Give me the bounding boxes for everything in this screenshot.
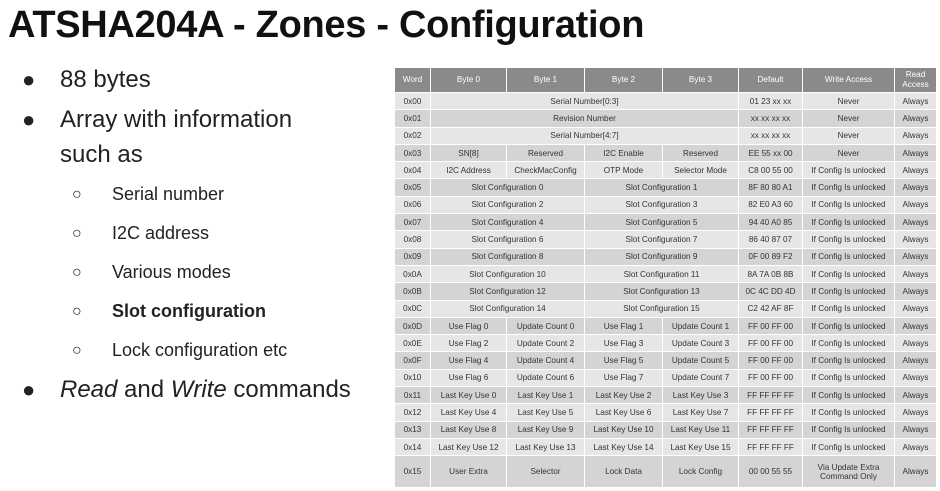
default-cell: 0F 00 89 F2 [739, 248, 803, 265]
byte-cell: Serial Number[4:7] [431, 127, 739, 144]
byte-cell: Use Flag 3 [585, 335, 663, 352]
word-cell: 0x06 [395, 196, 431, 213]
byte-cell: Slot Configuration 7 [585, 231, 739, 248]
write-access-cell: Never [803, 144, 895, 161]
default-cell: C2 42 AF 8F [739, 300, 803, 317]
word-cell: 0x05 [395, 179, 431, 196]
byte-cell: Use Flag 2 [431, 335, 507, 352]
column-header: Read Access [895, 68, 937, 93]
column-header: Byte 3 [663, 68, 739, 93]
table-body [395, 93, 937, 488]
bullet-text-line1: Array with information [60, 106, 293, 133]
table-row [395, 248, 937, 265]
word-cell: 0x0D [395, 317, 431, 334]
byte-cell: Selector Mode [663, 162, 739, 179]
default-cell: 8A 7A 0B 8B [739, 265, 803, 282]
table-row [395, 335, 937, 352]
byte-cell: Slot Configuration 8 [431, 248, 585, 265]
default-cell: C8 00 55 00 [739, 162, 803, 179]
read-access-cell: Always [895, 438, 937, 455]
table-row [395, 110, 937, 127]
byte-cell: Slot Configuration 10 [431, 265, 585, 282]
read-access-cell: Always [895, 456, 937, 488]
word-cell: 0x15 [395, 456, 431, 488]
word-cell: 0x11 [395, 387, 431, 404]
slide-title: ATSHA204A - Zones - Configuration [8, 4, 645, 46]
column-header: Byte 0 [431, 68, 507, 93]
table-row [395, 214, 937, 231]
byte-cell: User Extra [431, 456, 507, 488]
write-access-cell: If Config Is unlocked [803, 248, 895, 265]
word-cell: 0x14 [395, 438, 431, 455]
table-row [395, 283, 937, 300]
byte-cell: Reserved [507, 144, 585, 161]
byte-cell: Slot Configuration 11 [585, 265, 739, 282]
byte-cell: SN[8] [431, 144, 507, 161]
byte-cell: Last Key Use 14 [585, 438, 663, 455]
sub-bullet-slot [22, 292, 382, 331]
byte-cell: Last Key Use 15 [663, 438, 739, 455]
byte-cell: Slot Configuration 5 [585, 214, 739, 231]
read-access-cell: Always [895, 110, 937, 127]
byte-cell: Use Flag 0 [431, 317, 507, 334]
read-access-cell: Always [895, 179, 937, 196]
column-header: Word [395, 68, 431, 93]
byte-cell: Slot Configuration 2 [431, 196, 585, 213]
default-cell: FF FF FF FF [739, 421, 803, 438]
read-access-cell: Always [895, 265, 937, 282]
column-header: Write Access [803, 68, 895, 93]
bullet-dot-icon: ● [22, 67, 36, 92]
table-row [395, 300, 937, 317]
write-access-cell: Via Update Extra Command Only [803, 456, 895, 488]
sub-bullet-i2c [22, 214, 382, 253]
circle-bullet-icon: ○ [72, 303, 82, 320]
commands-word: commands [226, 376, 351, 403]
word-cell: 0x10 [395, 369, 431, 386]
table-row [395, 196, 937, 213]
circle-bullet-icon: ○ [72, 186, 82, 203]
word-cell: 0x0E [395, 335, 431, 352]
byte-cell: Slot Configuration 4 [431, 214, 585, 231]
byte-cell: Last Key Use 3 [663, 387, 739, 404]
read-access-cell: Always [895, 196, 937, 213]
byte-cell: Last Key Use 0 [431, 387, 507, 404]
byte-cell: Slot Configuration 9 [585, 248, 739, 265]
byte-cell: Use Flag 1 [585, 317, 663, 334]
byte-cell: Last Key Use 6 [585, 404, 663, 421]
bullet-commands [22, 372, 382, 407]
table-row [395, 369, 937, 386]
byte-cell: Slot Configuration 6 [431, 231, 585, 248]
byte-cell: Slot Configuration 15 [585, 300, 739, 317]
byte-cell: Last Key Use 13 [507, 438, 585, 455]
word-cell: 0x09 [395, 248, 431, 265]
bullet-text: 88 bytes [60, 66, 151, 93]
write-access-cell: If Config Is unlocked [803, 265, 895, 282]
byte-cell: Revision Number [431, 110, 739, 127]
column-header: Byte 2 [585, 68, 663, 93]
sub-bullet-list [22, 175, 382, 370]
word-cell: 0x08 [395, 231, 431, 248]
bullet-array [22, 102, 382, 172]
table-row [395, 438, 937, 455]
write-access-cell: If Config Is unlocked [803, 162, 895, 179]
write-access-cell: Never [803, 110, 895, 127]
byte-cell: Last Key Use 2 [585, 387, 663, 404]
word-cell: 0x13 [395, 421, 431, 438]
write-access-cell: If Config Is unlocked [803, 421, 895, 438]
write-access-cell: If Config Is unlocked [803, 179, 895, 196]
byte-cell: Use Flag 7 [585, 369, 663, 386]
bullet-dot-icon: ● [22, 107, 36, 132]
byte-cell: Update Count 4 [507, 352, 585, 369]
byte-cell: Slot Configuration 0 [431, 179, 585, 196]
read-access-cell: Always [895, 283, 937, 300]
byte-cell: Last Key Use 1 [507, 387, 585, 404]
byte-cell: Update Count 1 [663, 317, 739, 334]
default-cell: FF FF FF FF [739, 387, 803, 404]
word-cell: 0x01 [395, 110, 431, 127]
byte-cell: Slot Configuration 14 [431, 300, 585, 317]
byte-cell: Last Key Use 10 [585, 421, 663, 438]
sub-bullet-text: Slot configuration [112, 301, 266, 321]
default-cell: FF 00 FF 00 [739, 335, 803, 352]
byte-cell: Update Count 0 [507, 317, 585, 334]
read-access-cell: Always [895, 231, 937, 248]
circle-bullet-icon: ○ [72, 342, 82, 359]
bullet-dot-icon: ● [22, 377, 36, 402]
byte-cell: Serial Number[0:3] [431, 93, 739, 110]
table-row [395, 127, 937, 144]
table-row [395, 179, 937, 196]
byte-cell: Update Count 7 [663, 369, 739, 386]
circle-bullet-icon: ○ [72, 264, 82, 281]
table-row [395, 352, 937, 369]
write-access-cell: If Config Is unlocked [803, 369, 895, 386]
word-cell: 0x0F [395, 352, 431, 369]
table-row [395, 231, 937, 248]
word-cell: 0x02 [395, 127, 431, 144]
default-cell: 00 00 55 55 [739, 456, 803, 488]
sub-bullet-serial [22, 175, 382, 214]
byte-cell: Slot Configuration 1 [585, 179, 739, 196]
read-access-cell: Always [895, 404, 937, 421]
write-access-cell: If Config Is unlocked [803, 300, 895, 317]
byte-cell: Selector [507, 456, 585, 488]
write-access-cell: If Config Is unlocked [803, 231, 895, 248]
table-row [395, 421, 937, 438]
write-access-cell: If Config Is unlocked [803, 196, 895, 213]
read-access-cell: Always [895, 214, 937, 231]
byte-cell: Slot Configuration 3 [585, 196, 739, 213]
read-access-cell: Always [895, 421, 937, 438]
read-access-cell: Always [895, 93, 937, 110]
read-access-cell: Always [895, 127, 937, 144]
byte-cell: Update Count 3 [663, 335, 739, 352]
column-header: Byte 1 [507, 68, 585, 93]
byte-cell: Slot Configuration 13 [585, 283, 739, 300]
read-word: Read [60, 376, 118, 403]
write-access-cell: If Config Is unlocked [803, 317, 895, 334]
read-access-cell: Always [895, 300, 937, 317]
default-cell: 8F 80 80 A1 [739, 179, 803, 196]
read-access-cell: Always [895, 335, 937, 352]
byte-cell: Last Key Use 12 [431, 438, 507, 455]
sub-bullet-modes [22, 253, 382, 292]
byte-cell: Last Key Use 5 [507, 404, 585, 421]
read-access-cell: Always [895, 317, 937, 334]
default-cell: 01 23 xx xx [739, 93, 803, 110]
sub-bullet-text: Various modes [112, 262, 231, 282]
byte-cell: OTP Mode [585, 162, 663, 179]
byte-cell: Update Count 2 [507, 335, 585, 352]
byte-cell: Last Key Use 9 [507, 421, 585, 438]
word-cell: 0x04 [395, 162, 431, 179]
byte-cell: Update Count 6 [507, 369, 585, 386]
read-access-cell: Always [895, 248, 937, 265]
default-cell: 0C 4C DD 4D [739, 283, 803, 300]
table-row [395, 144, 937, 161]
read-access-cell: Always [895, 144, 937, 161]
read-access-cell: Always [895, 352, 937, 369]
table-row [395, 162, 937, 179]
default-cell: xx xx xx xx [739, 127, 803, 144]
default-cell: 82 E0 A3 60 [739, 196, 803, 213]
byte-cell: I2C Address [431, 162, 507, 179]
sub-bullet-text: Serial number [112, 184, 225, 204]
table-row [395, 456, 937, 488]
byte-cell: Update Count 5 [663, 352, 739, 369]
table-header-row [395, 68, 937, 93]
byte-cell: I2C Enable [585, 144, 663, 161]
config-zone-table [394, 67, 937, 488]
byte-cell: Reserved [663, 144, 739, 161]
write-access-cell: If Config Is unlocked [803, 387, 895, 404]
default-cell: FF 00 FF 00 [739, 369, 803, 386]
byte-cell: Use Flag 5 [585, 352, 663, 369]
read-access-cell: Always [895, 387, 937, 404]
write-access-cell: If Config Is unlocked [803, 438, 895, 455]
write-access-cell: If Config Is unlocked [803, 214, 895, 231]
byte-cell: Last Key Use 4 [431, 404, 507, 421]
sub-bullet-text: I2C address [112, 223, 210, 243]
default-cell: FF 00 FF 00 [739, 317, 803, 334]
byte-cell: Last Key Use 8 [431, 421, 507, 438]
bullet-list [22, 62, 382, 407]
byte-cell: Last Key Use 11 [663, 421, 739, 438]
word-cell: 0x00 [395, 93, 431, 110]
table-row [395, 317, 937, 334]
table-row [395, 404, 937, 421]
bullet-88-bytes [22, 62, 382, 97]
word-cell: 0x07 [395, 214, 431, 231]
read-access-cell: Always [895, 162, 937, 179]
byte-cell: Slot Configuration 12 [431, 283, 585, 300]
default-cell: EE 55 xx 00 [739, 144, 803, 161]
write-access-cell: Never [803, 93, 895, 110]
default-cell: FF FF FF FF [739, 404, 803, 421]
word-cell: 0x03 [395, 144, 431, 161]
table-row [395, 387, 937, 404]
write-access-cell: If Config Is unlocked [803, 335, 895, 352]
write-access-cell: If Config Is unlocked [803, 283, 895, 300]
column-header: Default [739, 68, 803, 93]
default-cell: xx xx xx xx [739, 110, 803, 127]
circle-bullet-icon: ○ [72, 225, 82, 242]
sub-bullet-lock [22, 331, 382, 370]
default-cell: FF 00 FF 00 [739, 352, 803, 369]
table-row [395, 93, 937, 110]
sub-bullet-text: Lock configuration etc [112, 340, 288, 360]
word-cell: 0x0C [395, 300, 431, 317]
byte-cell: CheckMacConfig [507, 162, 585, 179]
word-cell: 0x12 [395, 404, 431, 421]
byte-cell: Use Flag 4 [431, 352, 507, 369]
write-word: Write [170, 376, 227, 403]
bullet-text-line2: such as [60, 141, 143, 168]
byte-cell: Lock Config [663, 456, 739, 488]
write-access-cell: If Config Is unlocked [803, 404, 895, 421]
write-access-cell: If Config Is unlocked [803, 352, 895, 369]
byte-cell: Lock Data [585, 456, 663, 488]
read-access-cell: Always [895, 369, 937, 386]
default-cell: 86 40 87 07 [739, 231, 803, 248]
byte-cell: Use Flag 6 [431, 369, 507, 386]
byte-cell: Last Key Use 7 [663, 404, 739, 421]
word-cell: 0x0B [395, 283, 431, 300]
default-cell: 94 40 A0 85 [739, 214, 803, 231]
table-row [395, 265, 937, 282]
word-cell: 0x0A [395, 265, 431, 282]
write-access-cell: Never [803, 127, 895, 144]
and-word: and [117, 376, 171, 403]
default-cell: FF FF FF FF [739, 438, 803, 455]
